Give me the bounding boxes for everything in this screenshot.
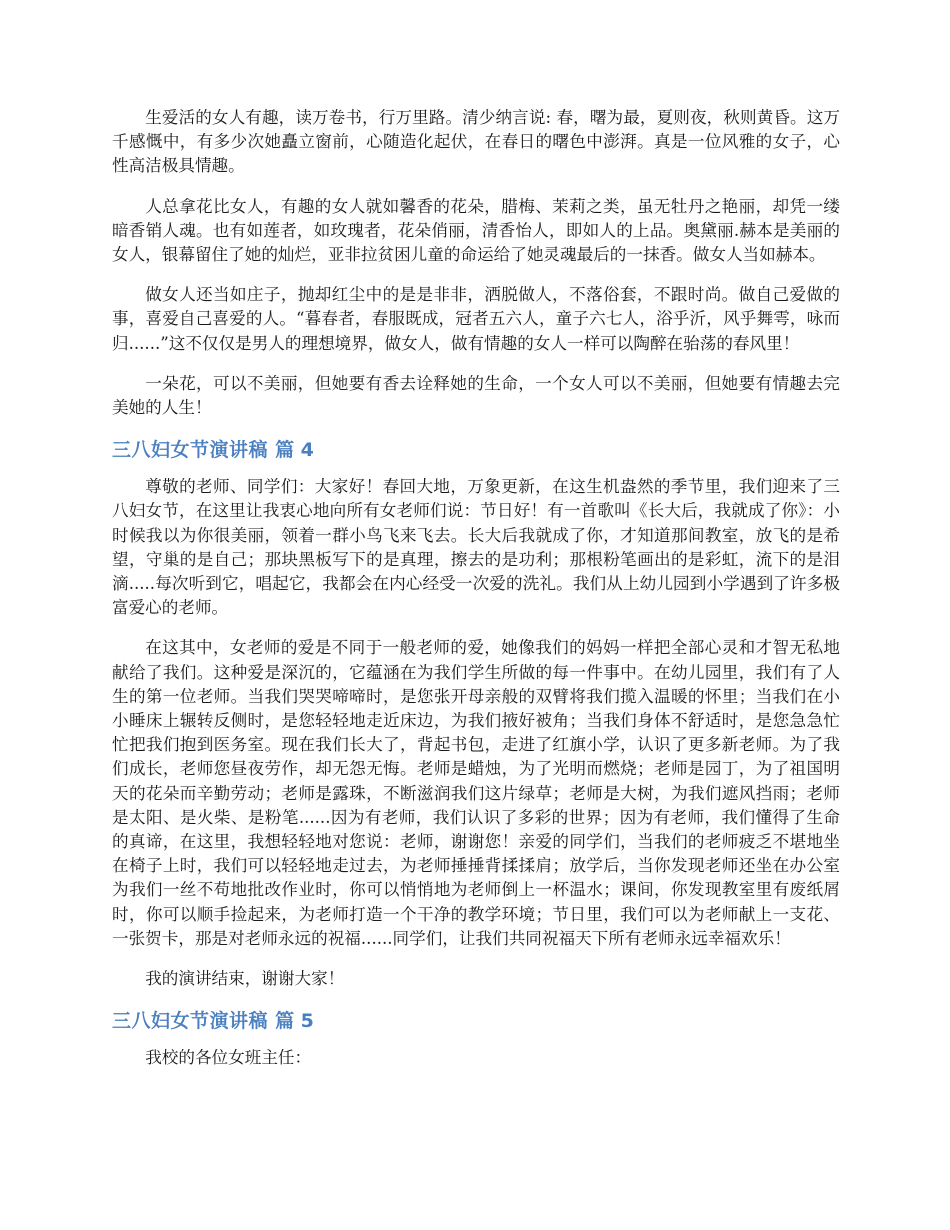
section-heading-number: 5 (300, 1010, 315, 1033)
section-intro (112, 106, 840, 420)
section-heading-text: 三八妇女节演讲稿 篇 (112, 1010, 295, 1033)
paragraph: 做女人还当如庄子，抛却红尘中的是是非非，洒脱做人，不落俗套，不跟时尚。做自己爱做的事，喜爱自己喜爱的人。“暮春者，春服既成，冠者五六人，童子六七人，浴乎沂，风乎舞雩，咏而归......”这不仅仅是男人的理想境界，做女人，做有情趣的女人一样可以陶醉在骀荡的春风里！ (112, 285, 840, 353)
paragraph: 我校的各位女班主任： (145, 1048, 312, 1068)
paragraph: 一朵花，可以不美丽，但她要有香去诠释她的生命，一个女人可以不美丽，但她要有情趣去完美她的人生！ (112, 373, 840, 418)
section-heading-number: 4 (300, 439, 315, 462)
paragraph: 在这其中，女老师的爱是不同于一般老师的爱，她像我们的妈妈一样把全部心灵和才智无私地献给了我们。这种爱是深沉的，它蕴涵在为我们学生所做的每一件事中。在幼儿园里，我们有了人生的第一位老师。当我们哭哭啼啼时，是您张开母亲般的双臂将我们揽入温暖的怀里；当我们在小小睡床上辗转反侧时，是您轻轻地走近床边，为我们掖好被角；当我们身体不舒适时，是您急急忙忙把我们抱到医务室。现在我们长大了，背起书包，走进了红旗小学，认识了更多新老师。为了我们成长，老师您昼夜劳作，却无怨无悔。老师是蜡烛，为了光明而燃烧；老师是园丁，为了祖国明天的花朵而辛勤劳动；老师是露珠，不断滋润我们这片绿草；老师是大树，为我们遮风挡雨；老师是太阳、是火柴、是粉笔......因为有老师，我们认识了多彩的世界；因为有老师，我们懂得了生命的真谛，在这里，我想轻轻地对您说：老师，谢谢您！亲爱的同学们，当我们的老师疲乏不堪地坐在椅子上时，我们可以轻轻地走过去，为老师捶捶背揉揉肩；放学后，当你发现老师还坐在办公室为我们一丝不苟地批改作业时，你可以悄悄地为老师倒上一杯温水；课间，你发现教室里有废纸屑时，你可以顺手捡起来，为老师打造一个干净的教学环境；节日里，我们可以为老师献上一支花、一张贺卡，那是对老师永远的祝福......同学们，让我们共同祝福天下所有老师永远幸福欢乐！ (112, 638, 840, 948)
section-heading (112, 1007, 840, 1035)
section-heading-text: 三八妇女节演讲稿 篇 (112, 439, 295, 462)
document-page (112, 106, 840, 1087)
paragraph: 人总拿花比女人，有趣的女人就如馨香的花朵，腊梅、茉莉之类，虽无牡丹之艳丽，却凭一缕暗香销人魂。也有如莲者，如玫瑰者，花朵俏丽，清香怡人，即如人的上品。奥黛丽.赫本是美丽的女人，银幕留住了她的灿烂，亚非拉贫困儿童的命运给了她灵魂最后的一抹香。做女人当如赫本。 (112, 196, 840, 265)
paragraph: 生爱活的女人有趣，读万卷书，行万里路。清少纳言说: 春，曙为最，夏则夜，秋则黄昏。这万千感慨中，有多少次她矗立窗前，心随造化起伏，在春日的曙色中澎湃。真是一位风雅的女子，心性高洁极具情趣。 (112, 108, 840, 176)
section-4 (112, 436, 840, 991)
section-heading (112, 436, 840, 464)
section-5 (112, 1007, 840, 1070)
paragraph: 尊敬的老师、同学们：大家好！春回大地，万象更新，在这生机盎然的季节里，我们迎来了三八妇女节，在这里让我衷心地向所有女老师们说：节日好！有一首歌叫《长大后，我就成了你》：小时候我以为你很美丽，领着一群小鸟飞来飞去。长大后我就成了你，才知道那间教室，放飞的是希望，守巢的是自己；那块黑板写下的是真理，擦去的是功利；那根粉笔画出的是彩虹，流下的是泪滴.....每次听到它，唱起它，我都会在内心经受一次爱的洗礼。我们从上幼儿园到小学遇到了许多极富爱心的老师。 (112, 477, 840, 618)
paragraph: 我的演讲结束，谢谢大家！ (145, 969, 345, 989)
